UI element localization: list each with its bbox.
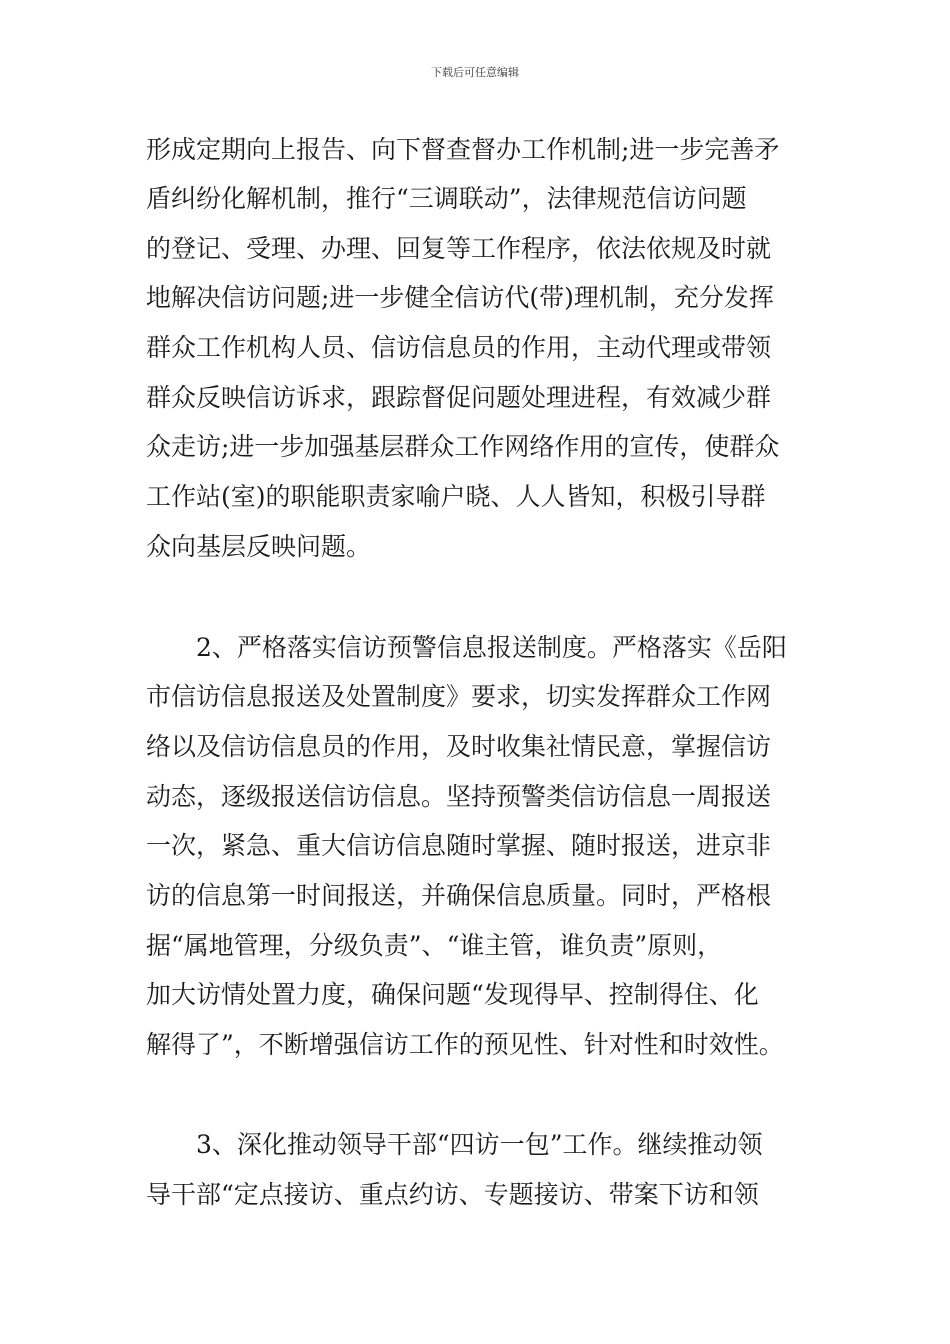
text-line: 工作站(室)的职能职责家喻户晓、人人皆知，积极引导群 (146, 482, 766, 511)
text-line: 据“属地管理，分级负责”、“谁主管，谁负责”原则， (146, 931, 723, 960)
text-line: 导干部“定点接访、重点约访、专题接访、带案下访和领 (146, 1180, 759, 1209)
text-line: 市信访信息报送及处置制度》要求，切实发挥群众工作网 (146, 682, 772, 711)
text-line: 2、严格落实信访预警信息报送制度。严格落实《岳阳 (196, 633, 787, 662)
text-line: 络以及信访信息员的作用，及时收集社情民意，掌握信访 (146, 732, 772, 761)
text-line: 群众工作机构人员、信访信息员的作用，主动代理或带领 (146, 333, 772, 362)
text-line: 加大访情处置力度，确保问题“发现得早、控制得住、化 (146, 980, 759, 1009)
text-line: 群众反映信访诉求，跟踪督促问题处理进程，有效减少群 (146, 383, 772, 412)
text-line: 众走访;进一步加强基层群众工作网络作用的宣传，使群众 (146, 432, 780, 461)
page-header: 下载后可任意编辑 (431, 66, 519, 79)
text-line: 动态，逐级报送信访信息。坚持预警类信访信息一周报送 (146, 782, 772, 811)
text-line: 一次，紧急、重大信访信息随时掌握、随时报送，进京非 (146, 831, 772, 860)
text-line: 形成定期向上报告、向下督查督办工作机制;进一步完善矛 (146, 135, 780, 164)
text-line: 盾纠纷化解机制，推行“三调联动”，法律规范信访问题 (146, 184, 747, 213)
text-line: 地解决信访问题;进一步健全信访代(带)理机制，充分发挥 (146, 283, 774, 312)
text-line: 解得了”，不断增强信访工作的预见性、针对性和时效性。 (146, 1030, 784, 1059)
text-line: 众向基层反映问题。 (146, 532, 372, 561)
text-line: 3、深化推动领导干部“四访一包”工作。继续推动领 (196, 1130, 763, 1159)
text-line: 的登记、受理、办理、回复等工作程序，依法依规及时就 (146, 234, 772, 263)
text-line: 访的信息第一时间报送，并确保信息质量。同时，严格根 (146, 881, 772, 910)
